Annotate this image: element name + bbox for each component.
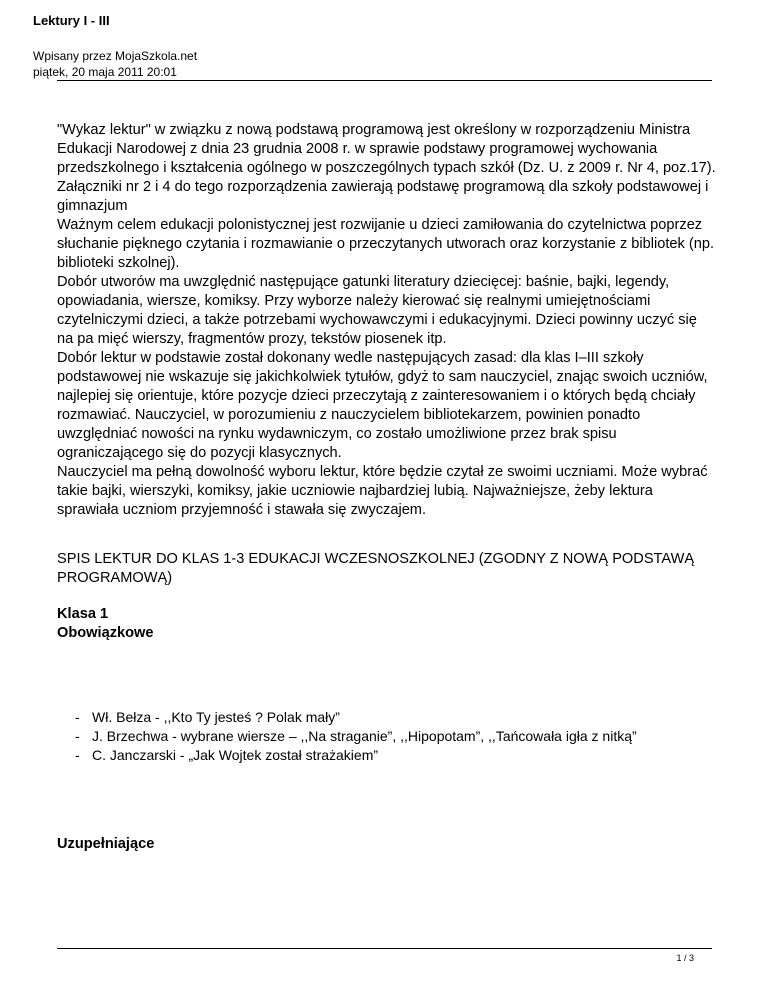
date-line: piątek, 20 maja 2011 20:01 (33, 65, 177, 79)
author-line: Wpisany przez MojaSzkola.net (33, 49, 198, 63)
class-label: Klasa 1 (57, 606, 109, 622)
intro-paragraph: Nauczyciel ma pełną dowolność wyboru lektur, które będzie czytał ze swoimi uczniami. Może wybrać takie bajki, wierszyki, komiksy, jakie uczniowie najbardziej lubią. Najważniejsze, żeby lektura sprawiała uczniom przyjemność i stawała się zwyczajem. (57, 464, 708, 518)
required-label: Obowiązkowe (57, 625, 154, 641)
intro-paragraph: Dobór utworów ma uwzględnić następujące gatunki literatury dziecięcej: baśnie, bajki, legendy, opowiadania, wiersze, komiksy. Przy wyborze należy kierować się realnymi umiejętnościami czytelniczymi dzieci, a także potrzebami wychowawczymi i edukacyjnymi. Dzieci powinny uczyć się na pa mięć wierszy, fragmentów prozy, tekstów piosenek itp. (57, 274, 697, 347)
page-number: 1 / 3 (676, 953, 694, 963)
list-item: - J. Brzechwa - wybrane wiersze – ,,Na straganie”, ,,Hipopotam”, ,,Tańcowała igła z nitką” (75, 727, 637, 746)
intro-text (57, 121, 717, 520)
document-title: Lektury I - III (33, 13, 110, 28)
header-divider (57, 80, 712, 81)
intro-paragraph: "Wykaz lektur" w związku z nową podstawą programową jest określony w rozporządzeniu Ministra Edukacji Narodowej z dnia 23 grudnia 2008 r. w sprawie podstawy programowej wychowania przedszkolnego i kształcenia ogólnego w poszczególnych typach szkół (Dz. U. z 2009 r. Nr 4, poz.17). Załączniki nr 2 i 4 do tego rozporządzenia zawierają podstawę programową dla szkoły podstawowej i gimnazjum (57, 122, 716, 214)
required-reading-list (75, 708, 637, 765)
list-item: - Wł. Bełza - ,,Kto Ty jesteś ? Polak mały” (75, 708, 637, 727)
supplementary-label: Uzupełniające (57, 836, 155, 852)
article-meta (33, 48, 197, 80)
section-heading: SPIS LEKTUR DO KLAS 1-3 EDUKACJI WCZESNOSZKOLNEJ (ZGODNY Z NOWĄ PODSTAWĄ PROGRAMOWĄ) (57, 551, 695, 586)
intro-paragraph: Dobór lektur w podstawie został dokonany wedle następujących zasad: dla klas I–III szkoły podstawowej nie wskazuje się jakichkolwiek tytułów, gdyż to sam nauczyciel, znając swoich uczniów, najlepiej się orientuje, które pozycje dzieci przeczytają z zainteresowaniem i o których będą chciały rozmawiać. Nauczyciel, w porozumieniu z nauczycielem bibliotekarzem, powinien ponadto uwzględniać nowości na rynku wydawniczym, co zostało umożliwione przez brak spisu ograniczającego się do pozycji klasycznych. (57, 350, 708, 461)
list-item: - C. Janczarski - „Jak Wojtek został strażakiem” (75, 746, 637, 765)
intro-paragraph: Ważnym celem edukacji polonistycznej jest rozwijanie u dzieci zamiłowania do czytelnictwa poprzez słuchanie pięknego czytania i rozmawianie o przeczytanych utworach oraz korzystanie z bibliotek (np. biblioteki szkolnej). (57, 217, 715, 271)
footer-divider (57, 948, 712, 949)
